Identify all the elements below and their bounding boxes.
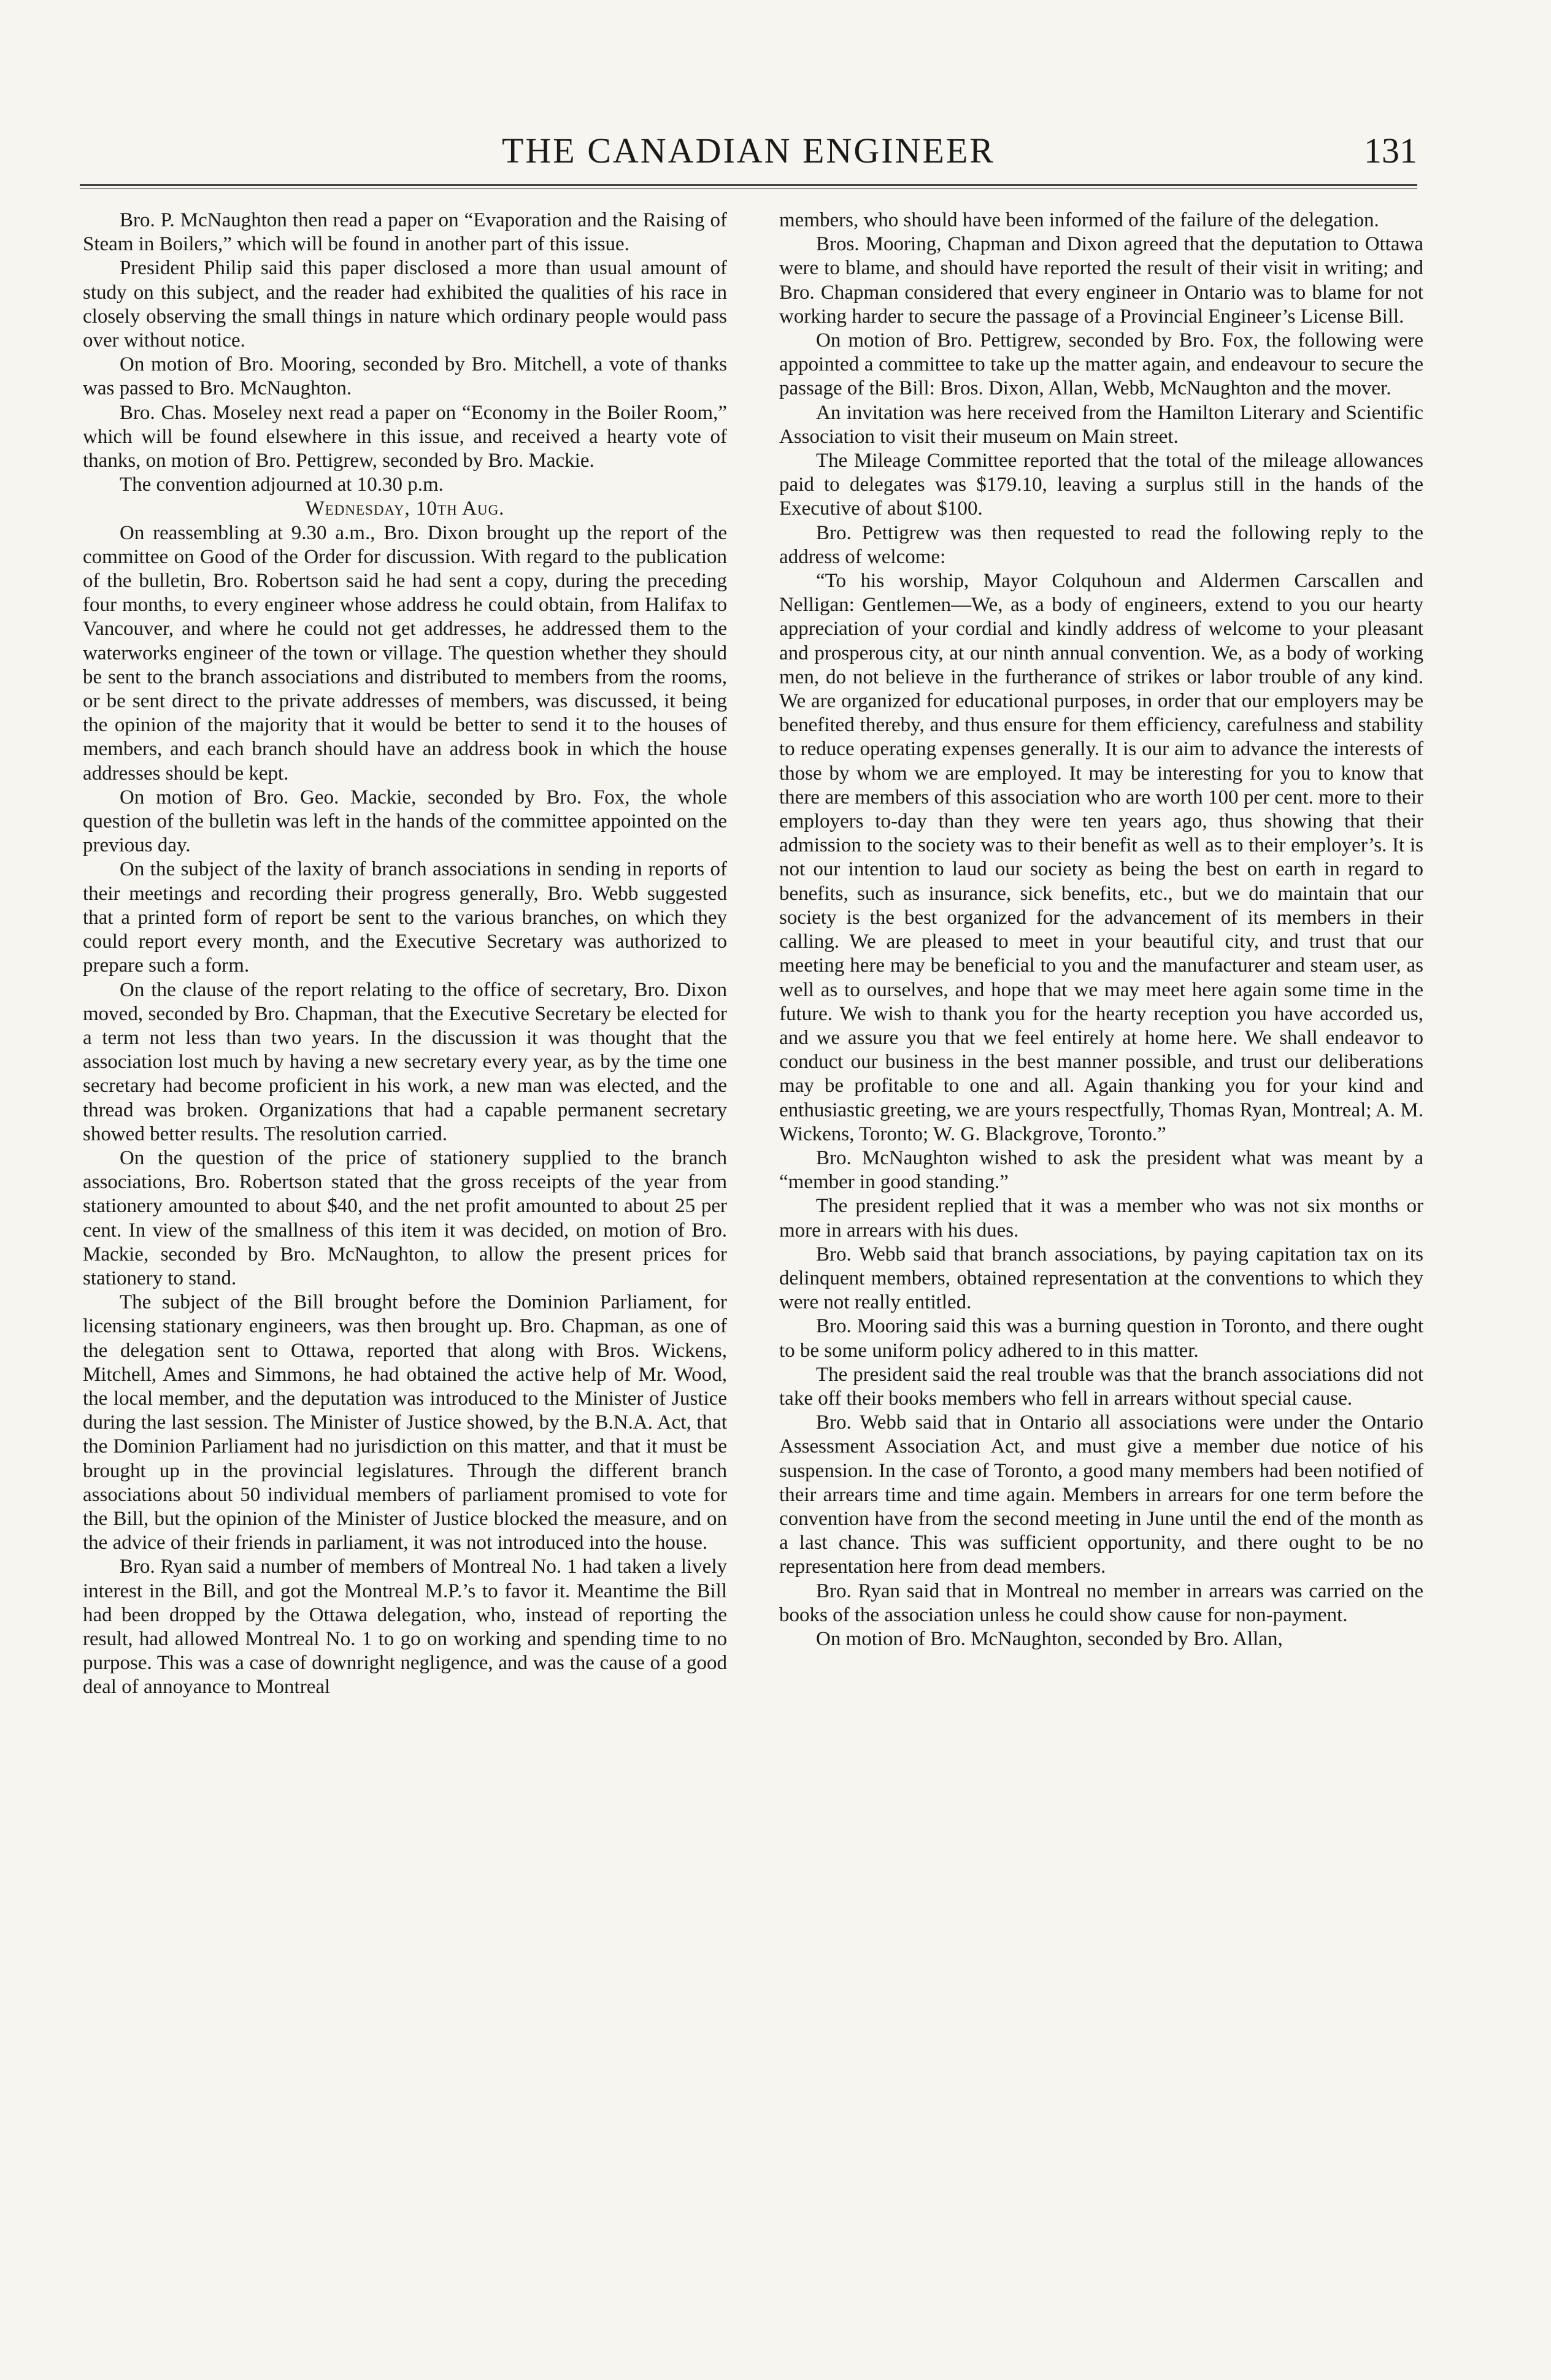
paragraph: Bro. Webb said that branch associations, by paying capitation tax on its delinquent members, obtained representation at the conventions to which they were not really entitled.: [779, 1243, 1423, 1314]
paragraph: Bro. Ryan said that in Montreal no member in arrears was carried on the books of the association unless he could show cause for non-payment.: [779, 1580, 1423, 1626]
page-header: [80, 130, 1417, 173]
right-column: [779, 209, 1423, 1651]
paragraph: members, who should have been informed of the failure of the delegation.: [779, 209, 1379, 231]
paragraph: The Mileage Committee reported that the total of the mileage allowances paid to delegates was $179.10, leaving a surplus still in the hands of the Executive of about $100.: [779, 450, 1423, 520]
paragraph: Bro. Chas. Moseley next read a paper on “Economy in the Boiler Room,” which will be found elsewhere in this issue, and received a hearty vote of thanks, on motion of Bro. Pettigrew, seconded by Bro. Mackie.: [83, 401, 727, 472]
paragraph: Bros. Mooring, Chapman and Dixon agreed that the deputation to Ottawa were to blame, and should have reported the result of their visit in writing; and Bro. Chapman considered that every engineer in Ontario was to blame for not working harder to secure the passage of a Provincial Engineer’s License Bill.: [779, 233, 1423, 328]
paragraph: On motion of Bro. Geo. Mackie, seconded by Bro. Fox, the whole question of the bulletin was left in the hands of the committee appointed on the previous day.: [83, 786, 727, 857]
paragraph: An invitation was here received from the Hamilton Literary and Scientific Association to visit their museum on Main street.: [779, 401, 1423, 448]
page-number: 131: [1364, 131, 1417, 171]
paragraph: On the question of the price of stationery supplied to the branch associations, Bro. Robertson stated that the gross receipts of the year from stationery amounted to about $40, and the net profit amounted to about 25 per cent. In view of the smallness of this item it was decided, on motion of Bro. Mackie, seconded by Bro. McNaughton, to allow the present prices for stationery to stand.: [83, 1146, 727, 1289]
paragraph: Bro. Pettigrew was then requested to read the following reply to the address of welcome:: [779, 521, 1423, 568]
paragraph: “To his worship, Mayor Colquhoun and Aldermen Carscallen and Nelligan: Gentlemen—We, as a body of engineers, extend to you our hearty appreciation of your cordial and kindly address of welcome to your pleasant and prosperous city, at our ninth annual convention. We, as a body of working men, do not believe in the furtherance of strikes or labor trouble of any kind. We are organized for educational purposes, in order that our employers may be benefited thereby, and thus ensure for them efficiency, carefulness and stability to reduce operating expenses generally. It is our aim to advance the interests of those by whom we are employed. It may be interesting for you to know that there are members of this association who are worth 100 per cent. more to their employers to-day than they were ten years ago, thus showing that their admission to the society was to their benefit as well as to their employer’s. It is not our intention to laud our society as being the best on earth in regard to benefits, such as insurance, sick benefits, etc., but we do maintain that our society is the best organized for the advancement of its members in their calling. We are pleased to meet in your beautiful city, and trust that our meeting here may be beneficial to you and the manufacturer and steam user, as well as to ourselves, and hope that we may meet here again some time in the future. We wish to thank you for the hearty reception you have accorded us, and we assure you that we feel entirely at home here. We shall endeavor to conduct our business in the best manner possible, and trust our deliberations may be profitable to one and all. Again thanking you for your kind and enthusiastic greeting, we are yours respectfully, Thomas Ryan, Montreal; A. M. Wickens, Toronto; W. G. Blackgrove, Toronto.”: [779, 570, 1423, 1145]
section-date-heading: Wednesday, 10th Aug.: [305, 497, 505, 520]
paragraph: On reassembling at 9.30 a.m., Bro. Dixon brought up the report of the committee on Good of the Order for discussion. With regard to the publication of the bulletin, Bro. Robertson said he had sent a copy, during the preceding four months, to every engineer whose address he could obtain, from Halifax to Vancouver, and where he could not get addresses, he addressed them to the waterworks engineer of the town or village. The question whether they should be sent to the branch associations and distributed to members from the rooms, or be sent direct to the private addresses of members, was discussed, it being the opinion of the majority that it would be better to send it to the houses of members, and each branch should have an address book in which the house addresses should be kept.: [83, 521, 727, 785]
paragraph: On motion of Bro. McNaughton, seconded by Bro. Allan,: [816, 1627, 1283, 1650]
paragraph: On the clause of the report relating to the office of secretary, Bro. Dixon moved, seconded by Bro. Chapman, that the Executive Secretary be elected for a term not less than two years. In the discussion it was thought that the association lost much by having a new secretary every year, as by the time one secretary had become proficient in his work, a new man was elected, and the thread was broken. Organizations that had a capable permanent secretary showed better results. The resolution carried.: [83, 978, 727, 1145]
paragraph: On motion of Bro. Pettigrew, seconded by Bro. Fox, the following were appointed a committee to take up the matter again, and endeavour to secure the passage of the Bill: Bros. Dixon, Allan, Webb, McNaughton and the mover.: [779, 329, 1423, 400]
paragraph: Bro. Mooring said this was a burning question in Toronto, and there ought to be some uniform policy adhered to in this matter.: [779, 1315, 1423, 1362]
paragraph: Bro. Webb said that in Ontario all associations were under the Ontario Assessment Association Act, and must give a member due notice of his suspension. In the case of Toronto, a good many members had been notified of their arrears time and time again. Members in arrears for one term before the convention have from the second meeting in June until the end of the month as a last chance. This was sufficient opportunity, and there ought to be no representation here from dead members.: [779, 1411, 1423, 1578]
paragraph: Bro. P. McNaughton then read a paper on “Evaporation and the Raising of Steam in Boilers,” which will be found in another part of this issue.: [83, 209, 727, 256]
paragraph: The convention adjourned at 10.30 p.m.: [120, 474, 444, 496]
paragraph: Bro. Ryan said a number of members of Montreal No. 1 had taken a lively interest in the Bill, and got the Montreal M.P.’s to favor it. Meantime the Bill had been dropped by the Ottawa delegation, who, instead of reporting the result, had allowed Montreal No. 1 to go on working and spending time to no purpose. This was a case of downright negligence, and was the cause of a good deal of annoyance to Montreal: [83, 1556, 727, 1699]
paragraph: On motion of Bro. Mooring, seconded by Bro. Mitchell, a vote of thanks was passed to Bro. McNaughton.: [83, 353, 727, 400]
paragraph: President Philip said this paper disclosed a more than usual amount of study on this subject, and the reader had exhibited the qualities of his race in closely observing the small things in nature which ordinary people would pass over without notice.: [83, 257, 727, 352]
paragraph: On the subject of the laxity of branch associations in sending in reports of their meetings and recording their progress generally, Bro. Webb suggested that a printed form of report be sent to the various branches, on which they could report every month, and the Executive Secretary was authorized to prepare such a form.: [83, 858, 727, 977]
publication-title: THE CANADIAN ENGINEER: [501, 131, 995, 171]
paragraph: Bro. McNaughton wished to ask the president what was meant by a “member in good standing.”: [779, 1146, 1423, 1194]
paragraph: The president replied that it was a member who was not six months or more in arrears with his dues.: [779, 1195, 1423, 1242]
paragraph: The subject of the Bill brought before the Dominion Parliament, for licensing stationary engineers, was then brought up. Bro. Chapman, as one of the delegation sent to Ottawa, reported that along with Bros. Wickens, Mitchell, Ames and Simmons, he had obtained the active help of Mr. Wood, the local member, and the deputation was introduced to the Minister of Justice during the last session. The Minister of Justice showed, by the B.N.A. Act, that the Dominion Parliament had no jurisdiction on this matter, and that it must be brought up in the provincial legislatures. Through the different branch associations about 50 individual members of parliament promised to vote for the Bill, but the opinion of the Minister of Justice blocked the measure, and on the advice of their friends in parliament, it was not introduced into the house.: [83, 1291, 727, 1554]
paragraph: The president said the real trouble was that the branch associations did not take off their books members who fell in arrears without special cause.: [779, 1363, 1423, 1410]
left-column: [83, 209, 727, 1700]
header-rule: [80, 184, 1417, 189]
